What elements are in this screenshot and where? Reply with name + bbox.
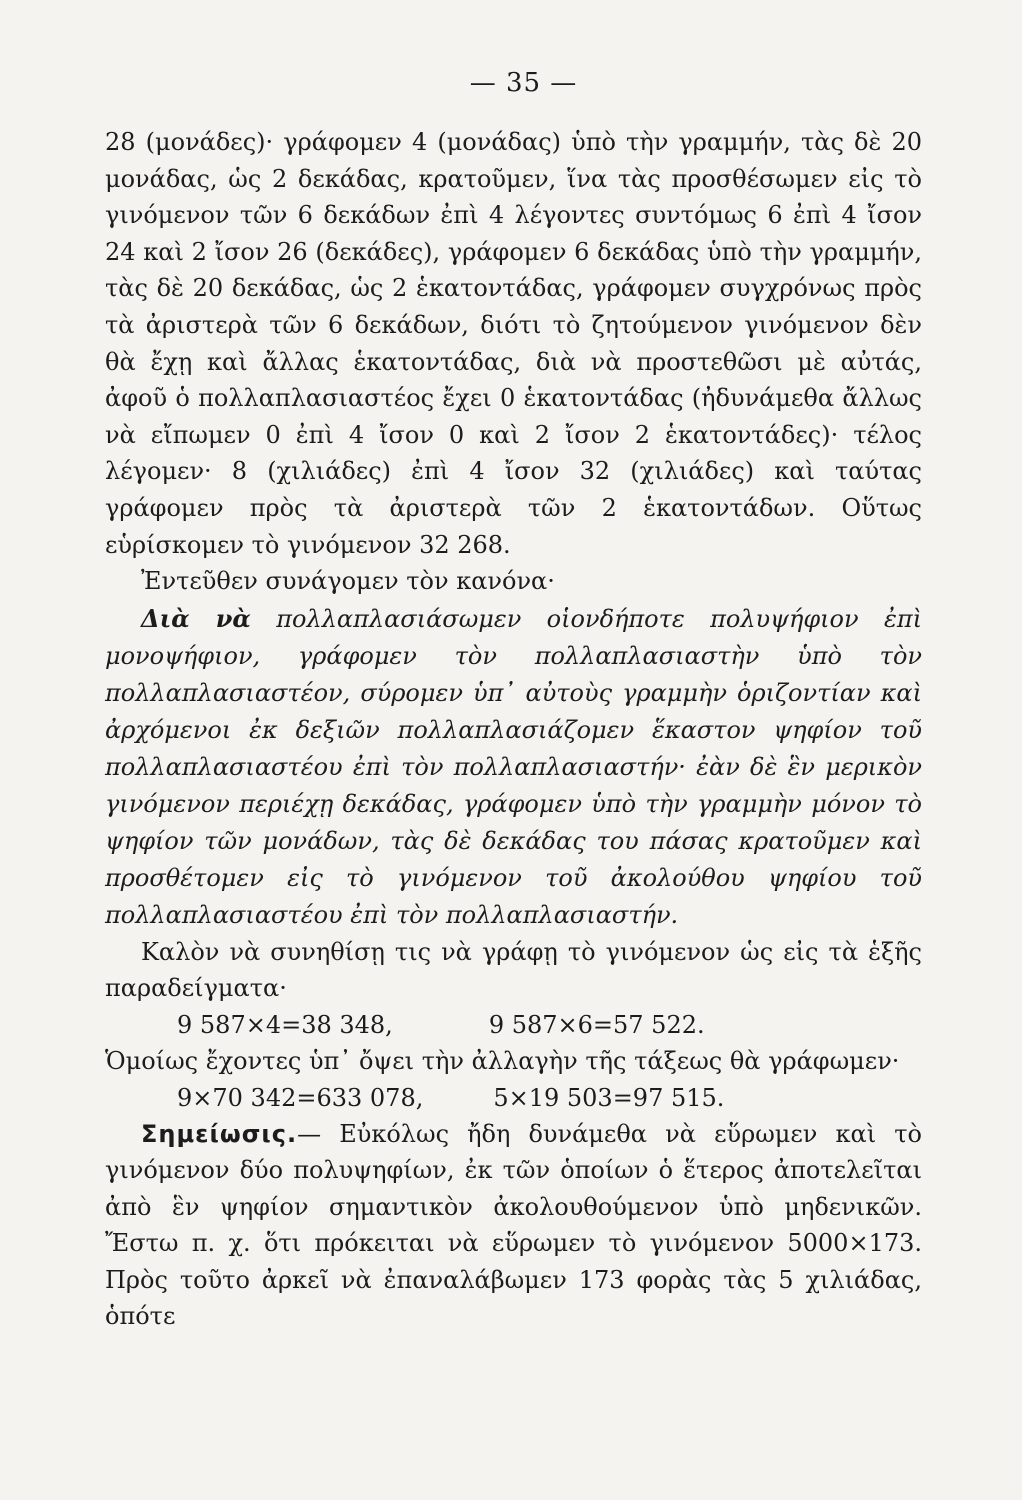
paragraph-order-change: Ὁμοίως ἔχοντες ὑπ᾿ ὄψει τὴν ἀλλαγὴν τῆς τάξεως θὰ γράφωμεν· <box>105 1046 900 1075</box>
examples-row-1 <box>105 1007 922 1043</box>
note-title: Σημείωσις. <box>141 1119 298 1148</box>
note-paragraph <box>105 1116 922 1336</box>
note-text: — Εὐκόλως ἤδη δυνάμεθα νὰ εὕρωμεν καὶ τὸ γινόμενον δύο πολυψηφίων, ἐκ τῶν ὁποίων ὁ ἕτερος ἀποτελεῖται ἀπὸ ἓν ψηφίον σημαντικὸν ἀκολουθούμενον ὑπὸ μηδενικῶν. Ἔστω π. χ. ὅτι πρόκειται νὰ εὕρωμεν τὸ γινόμενον 5000×173. Πρὸς τοῦτο ἀρκεῖ νὰ ἐπαναλάβωμεν 173 φορὰς τὰς 5 χιλιάδας, ὁπότε <box>105 1119 922 1331</box>
rule-text: πολλαπλασιάσωμεν οἱονδήποτε πολυψήφιον ἐπὶ μονοψήφιον, γράφομεν τὸν πολλαπλασιαστὴν ὑπὸ τὸν πολλαπλασιαστέον, σύρομεν ὑπ᾿ αὐτοὺς γραμμὴν ὁριζοντίαν καὶ ἀρχόμενοι ἐκ δεξιῶν πολλαπλασιάζομεν ἕκαστον ψηφίον τοῦ πολλαπλασιαστέου ἐπὶ τὸν πολλαπλασιαστήν· ἐὰν δὲ ἓν μερικὸν γινόμενον περιέχῃ δεκάδας, γράφομεν ὑπὸ τὴν γραμμὴν μόνον τὸ ψηφίον τῶν μονάδων, τὰς δὲ δεκάδας του πάσας κρατοῦμεν καὶ προσθέτομεν εἰς τὸ γινόμενον τοῦ ἀκολούθου ψηφίου τοῦ πολλαπλασιαστέου ἐπὶ τὸν πολλαπλασιαστήν. <box>105 604 923 929</box>
paragraph-examples-intro: Καλὸν νὰ συνηθίσῃ τις νὰ γράφῃ τὸ γινόμενον ὡς εἰς τὰ ἑξῆς παραδείγματα· <box>105 937 922 1003</box>
example-2a: 9×70 342=633 078, <box>177 1083 424 1112</box>
examples-row-2 <box>105 1080 922 1116</box>
rule-lead: Διὰ νὰ <box>141 603 251 633</box>
example-1a: 9 587×4=38 348, <box>177 1010 393 1039</box>
example-1b: 9 587×6=57 522. <box>488 1010 705 1039</box>
page-number: — 35 — <box>469 68 578 98</box>
paragraph-rule-intro: Ἐντεῦθεν συνάγομεν τὸν κανόνα· <box>141 567 555 596</box>
multiplication-rule <box>105 600 922 934</box>
example-2b: 5×19 503=97 515. <box>493 1083 725 1112</box>
paragraph-multiplication-steps: 28 (μονάδες)· γράφομεν 4 (μονάδας) ὑπὸ τὴν γραμμήν, τὰς δὲ 20 μονάδας, ὡς 2 δεκάδας, κρατοῦμεν, ἵνα τὰς προσθέσωμεν εἰς τὸ γινόμενον τῶν 6 δεκάδων ἐπὶ 4 λέγοντες συντόμως 6 ἐπὶ 4 ἴσον 24 καὶ 2 ἴσον 26 (δεκάδες), γράφομεν 6 δεκάδας ὑπὸ τὴν γραμμήν, τὰς δὲ 20 δεκάδας, ὡς 2 ἑκατοντάδας, γράφομεν συγχρόνως πρὸς τὰ ἀριστερὰ τῶν 6 δεκάδων, διότι τὸ ζητούμενον γινόμενον δὲν θὰ ἔχῃ καὶ ἄλλας ἑκατοντάδας, διὰ νὰ προστεθῶσι μὲ αὐτάς, ἀφοῦ ὁ πολλαπλασιαστέος ἔχει 0 ἑκατοντάδας (ἠδυνάμεθα ἄλλως νὰ εἴπωμεν 0 ἐπὶ 4 ἴσον 0 καὶ 2 ἴσον 2 ἑκατοντάδες)· τέλος λέγομεν· 8 (χιλιάδες) ἐπὶ 4 ἴσον 32 (χιλιάδες) καὶ ταύτας γράφομεν πρὸς τὰ ἀριστερὰ τῶν 2 ἑκατοντάδων. Οὕτως εὑρίσκομεν τὸ γινόμενον 32 268. <box>105 128 922 559</box>
